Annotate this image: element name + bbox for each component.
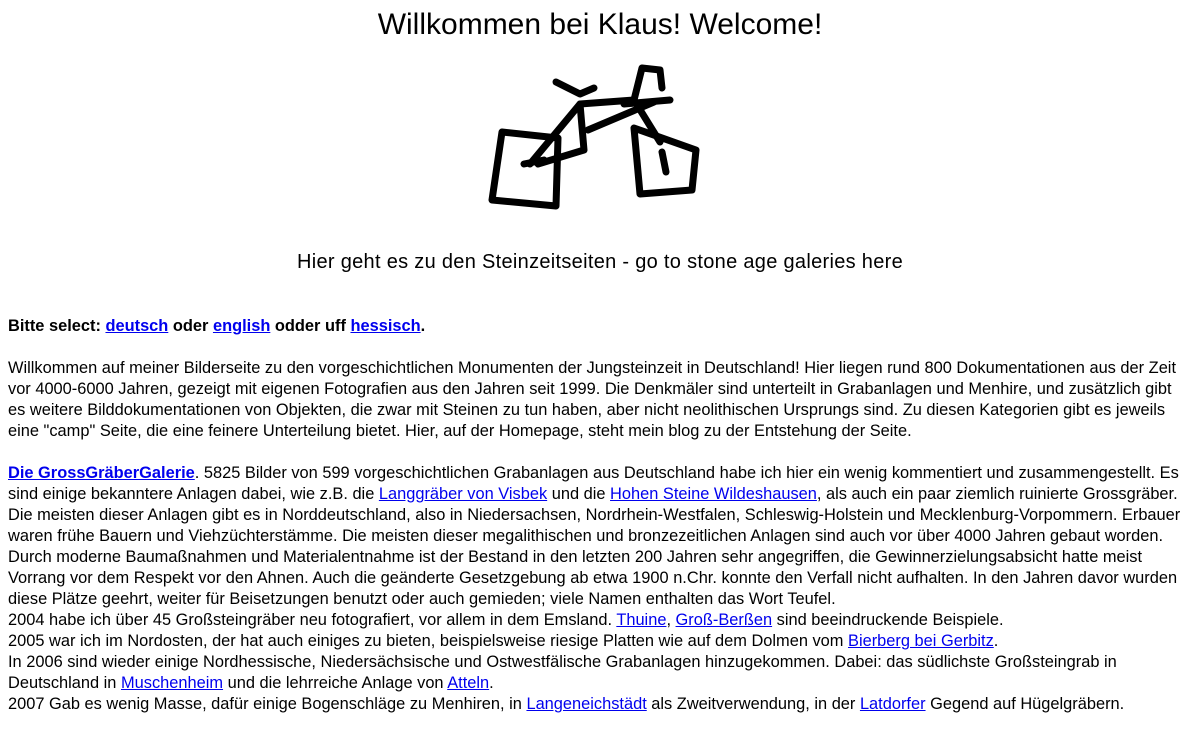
text-2006-2: und die lehrreiche Anlage von bbox=[223, 674, 448, 692]
lang-english-link[interactable]: english bbox=[212, 317, 271, 335]
gross-berssen-link[interactable]: Groß-Berßen bbox=[675, 611, 773, 629]
lang-deutsch-link[interactable]: deutsch bbox=[105, 317, 169, 335]
text-2004-2: sind beeindruckende Beispiele. bbox=[772, 611, 1004, 629]
gerbitz-link[interactable]: Bierberg bei Gerbitz bbox=[848, 632, 994, 650]
latdorf-link[interactable]: Latdorfer bbox=[859, 695, 926, 713]
lang-sep-1: oder bbox=[168, 317, 213, 335]
text-2007-1: 2007 Gab es wenig Masse, dafür einige Bogenschläge zu Menhiren, in bbox=[8, 695, 527, 713]
text-2006-3: . bbox=[489, 674, 494, 692]
gallery-paragraph bbox=[8, 463, 1188, 610]
text-2007-3: Gegend auf Hügelgräbern. bbox=[925, 695, 1125, 713]
langeneichstaedt-link[interactable]: Langeneichstädt bbox=[526, 695, 647, 713]
language-prompt: Bitte select: bbox=[8, 317, 106, 335]
text-2005-2: . bbox=[993, 632, 999, 650]
stone-age-galleries-link[interactable]: Hier geht es zu den Steinzeitseiten - go to stone age galeries here bbox=[296, 251, 904, 273]
main-content bbox=[8, 316, 1188, 715]
sep-2004: , bbox=[666, 611, 676, 629]
text-2004-1: 2004 habe ich über 45 Großsteingräber neu fotografiert, vor allem in dem Emsland. bbox=[8, 611, 617, 629]
gallery-text-3: , als auch ein paar ziemlich ruinierte Grossgräber. Die meisten dieser Anlagen gibt es in Norddeutschland, also in Niedersachsen, Nordrhein-Westfalen, Schleswig-Holstein und Mecklenburg-Vorpommern. Erbauer waren frühe Bauern und Viehzüchterstämme. Die meisten dieser megalithischen und bronzezeitlichen Anlagen sind auch vor über 4000 Jahren gebaut worden. Durch moderne Baumaßnahmen und Materialentnahme ist der Bestand in den letzten 200 Jahren sehr angegriffen, die Gewinnerzielungsabsicht hatte meist Vorrang vor dem Respekt vor den Ahnen. Auch die geänderte Gesetzgebung ab etwa 1900 n.Chr. konnte den Verfall nicht aufhalten. In den Jahren davor wurden diese Plätze geehrt, weiter für Beisetzungen benutzt oder auch gemieden; viele Namen enthalten das Wort Teufel. bbox=[8, 485, 1181, 608]
language-select bbox=[8, 316, 1188, 337]
lang-hessisch-link[interactable]: hessisch bbox=[350, 317, 421, 335]
wildeshausen-link[interactable]: Hohen Steine Wildeshausen bbox=[610, 485, 817, 503]
thuine-link[interactable]: Thuine bbox=[616, 611, 667, 629]
blog-2006 bbox=[8, 652, 1188, 694]
blog-2005 bbox=[8, 631, 1188, 652]
muschenheim-link[interactable]: Muschenheim bbox=[120, 674, 224, 692]
lang-sep-2: odder uff bbox=[270, 317, 351, 335]
atteln-link[interactable]: Atteln bbox=[447, 674, 490, 692]
gallery-text-1: . 5825 Bilder von 599 vorgeschichtlichen Grabanlagen aus Deutschland habe ich hier ein wenig kommentiert und zusammengestellt. Es sind einige bekanntere Anlagen dabei, wie z.B. die bbox=[8, 464, 1179, 503]
bicycle-sketch-icon[interactable] bbox=[484, 60, 710, 214]
text-2007-2: als Zweitverwendung, in der bbox=[646, 695, 860, 713]
blog-2007 bbox=[8, 694, 1188, 715]
lang-suffix: . bbox=[420, 317, 426, 335]
text-2006-1: In 2006 sind wieder einige Nordhessische, Niedersächsische und Ostwestfälische Grabanlagen hinzugekommen. Dabei: das südlichste Großsteingrab in Deutschland in bbox=[8, 653, 1117, 692]
intro-paragraph: Willkommen auf meiner Bilderseite zu den vorgeschichtlichen Monumenten der Jungsteinzeit in Deutschland! Hier liegen rund 800 Dokumentationen aus der Zeit vor 4000-6000 Jahren, gezeigt mit eigenen Fotografien aus den Jahren seit 1999. Die Denkmäler sind unterteilt in Grabanlagen und Menhire, und zusätzlich gibt es weitere Bilddokumentationen von Objekten, die zwar mit Steinen zu tun haben, aber nicht neolithischen Ursprungs sind. Zu diesen Kategorien gibt es jeweils eine "camp" Seite, die eine feinere Unterteilung bietet. Hier, auf der Homepage, steht mein blog zu der Entstehung der Seite. bbox=[8, 359, 1177, 440]
gallery-text-2: und die bbox=[547, 485, 611, 503]
text-2005-1: 2005 war ich im Nordosten, der hat auch einiges zu bieten, beispielsweise riesige Platten wie auf dem Dolmen vom bbox=[8, 632, 849, 650]
gallery-link[interactable]: Die GrossGräberGalerie bbox=[8, 464, 195, 482]
page-title: Willkommen bei Klaus! Welcome! bbox=[377, 8, 823, 41]
visbek-link[interactable]: Langgräber von Visbek bbox=[378, 485, 548, 503]
blog-2004 bbox=[8, 610, 1188, 631]
